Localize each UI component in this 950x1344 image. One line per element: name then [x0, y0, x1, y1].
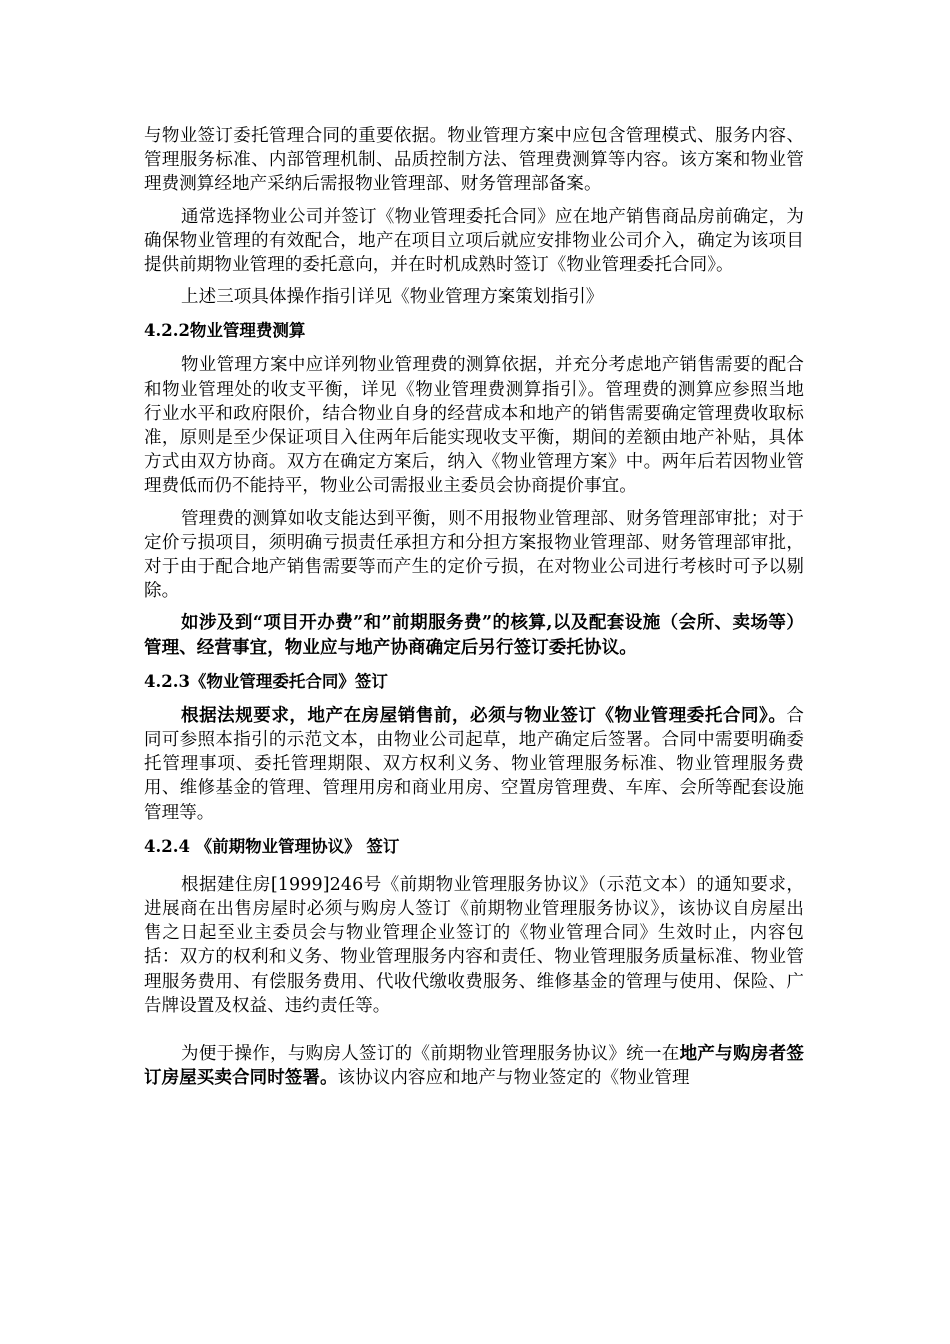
contract-content-text: 合同可参照本指引的示范文本，由物业公司起草，地产确定后签署。合同中需要明确委托管理事项、委托管理期限、双方权利义务、物业管理服务标准、物业管理服务费用、维修基金的管理、管理用房和商业用房、空置房管理费、车库、会所等配套设施管理等。	[144, 705, 804, 823]
document-page	[144, 124, 804, 1091]
paragraph-entrust-contract	[144, 704, 804, 825]
paragraph-management-plan: 与物业签订委托管理合同的重要依据。物业管理方案中应包含管理模式、服务内容、管理服务标准、内部管理机制、品质控制方法、管理费测算等内容。该方案和物业管理费测算经地产采纳后需报物业管理部、财务管理部备案。	[144, 126, 804, 195]
paragraph-startup-fee: 如涉及到“项目开办费”和”前期服务费”的核算,以及配套设施（会所、卖场等）管理、经营事宜，物业应与地产协商确定后另行签订委托协议。	[144, 613, 804, 658]
heading-4-2-3: 4.2.3《物业管理委托合同》签订	[144, 671, 388, 691]
paragraph-fee-calculation: 物业管理方案中应详列物业管理费的测算依据，并充分考虑地产销售需要的配合和物业管理处的收支平衡，详见《物业管理费测算指引》。管理费的测算应参照当地行业水平和政府限价，结合物业自身的经营成本和地产的销售需要确定管理费收取标准，原则是至少保证项目入住两年后能实现收支平衡，期间的差额由地产补贴，具体方式由双方协商。双方在确定方案后，纳入《物业管理方案》中。两年后若因物业管理费低而仍不能持平，物业公司需报业主委员会协商提价事宜。	[144, 355, 804, 497]
heading-4-2-2: 4.2.2物业管理费测算	[144, 321, 306, 341]
paragraph-signing-time	[144, 1042, 804, 1090]
signing-emphasis-text: 地产与购房者签订房屋买卖合同时签署。	[144, 1044, 804, 1089]
paragraph-preliminary-agreement: 根据建住房[1999]246号《前期物业管理服务协议》（示范文本）的通知要求，进展商在出售房屋时必须与购房人签订《前期物业管理服务协议》，该协议自房屋出售之日起至业主委员会与物业管理企业签订的《物业管理合同》生效时止，内容包括：双方的权利和义务、物业管理服务内容和责任、物业管理服务质量标准、物业管理服务费用、有偿服务费用、代收代缴收费服务、维修基金的管理与使用、保险、广告牌设置及权益、违约责任等。	[144, 874, 804, 1016]
signing-continuation-text: 该协议内容应和地产与物业签定的《物业管理	[337, 1068, 690, 1089]
legal-requirement-text: 根据法规要求，地产在房屋销售前，必须与物业签订《物业管理委托合同》。	[181, 705, 787, 726]
signing-intro-text: 为便于操作，与购房人签订的《前期物业管理服务协议》统一在	[181, 1044, 680, 1065]
paragraph-select-company: 通常选择物业公司并签订《物业管理委托合同》应在地产销售商品房前确定，为确保物业管理的有效配合，地产在项目立项后就应安排物业公司介入，确定为该项目提供前期物业管理的委托意向，并在时机成熟时签订《物业管理委托合同》。	[144, 206, 804, 276]
paragraph-fee-balance: 管理费的测算如收支能达到平衡，则不用报物业管理部、财务管理部审批；对于定价亏损项目，须明确亏损责任承担方和分担方案报物业管理部、财务管理部审批，对于由于配合地产销售需要等而产生的定价亏损，在对物业公司进行考核时可予以剔除。	[144, 508, 804, 602]
paragraph-guideline-reference: 上述三项具体操作指引详见《物业管理方案策划指引》	[181, 287, 604, 308]
heading-4-2-4: 4.2.4 《前期物业管理协议》 签订	[144, 836, 400, 856]
